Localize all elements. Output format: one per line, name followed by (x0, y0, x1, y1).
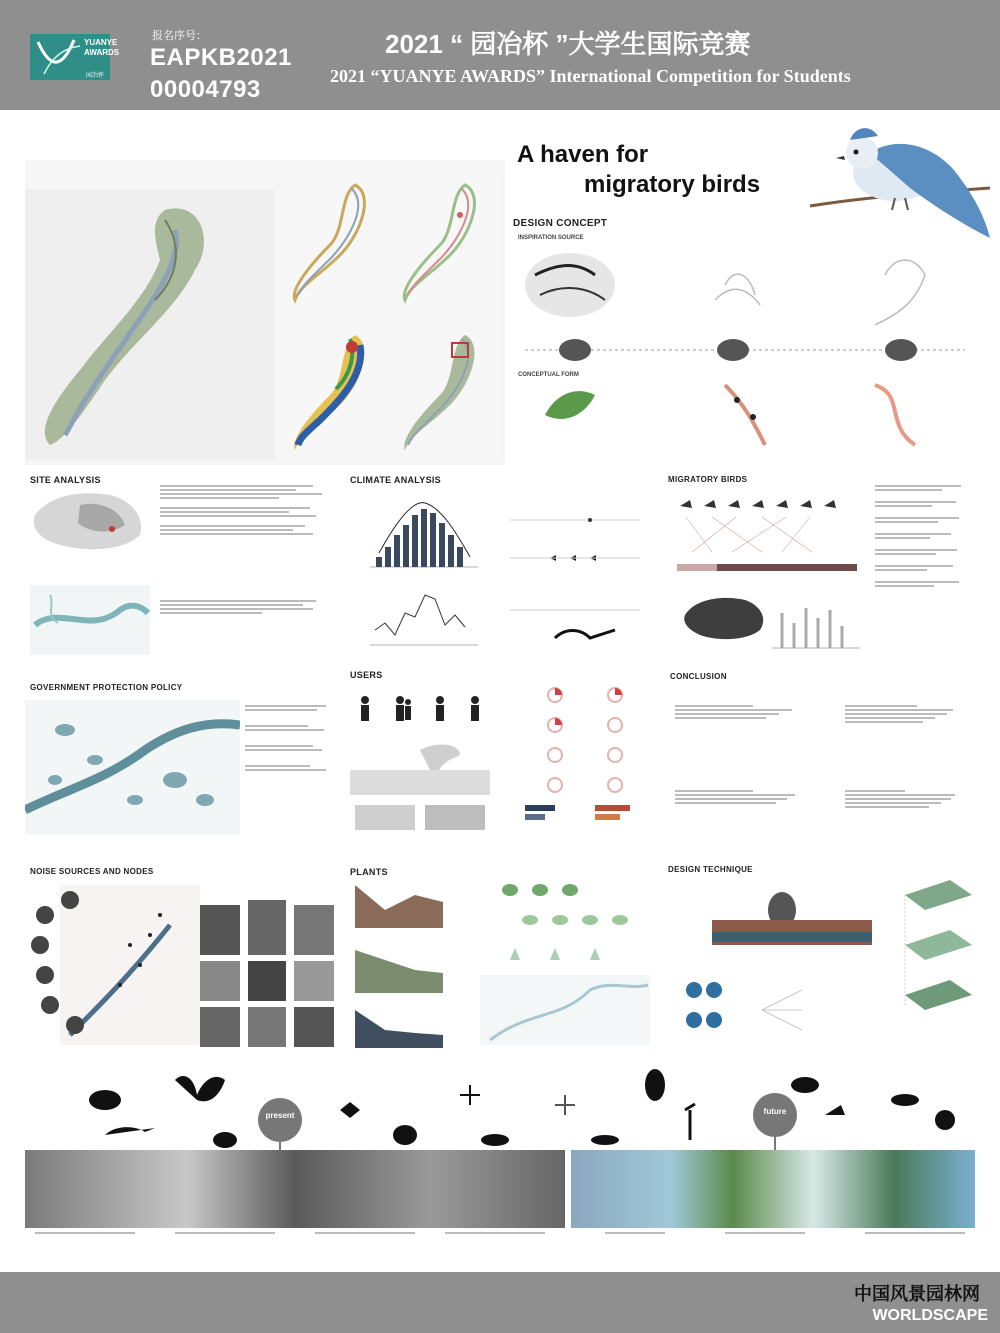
site-analysis-text (160, 485, 330, 537)
analysis-plan-grid (280, 175, 500, 460)
present-photo-strip (25, 1150, 565, 1228)
title-en: 2021 “YUANYE AWARDS” International Competition for Students (330, 66, 851, 86)
design-concept-diagram (515, 245, 975, 455)
site-analysis-text-2 (160, 600, 330, 616)
conceptual-form-subtitle: CONCEPTUAL FORM (518, 372, 579, 378)
china-migration-map (680, 590, 770, 645)
footer-logo-cn: 中国风景园林网 (854, 1284, 980, 1305)
photo-captions (25, 1232, 975, 1236)
footer-logo-en: WORLDSCAPE (872, 1307, 988, 1324)
policy-text (245, 705, 335, 773)
registration-number-1: EAPKB2021 (150, 44, 292, 71)
plants-area-chart-2 (355, 945, 445, 995)
registration-number-2: 00004793 (150, 76, 261, 103)
design-technique-title: DESIGN TECHNIQUE (668, 865, 753, 874)
blue-jay-illustration (800, 118, 1000, 258)
migration-time-chart (772, 598, 862, 653)
noise-map (30, 885, 200, 1045)
conclusion-weaknesses (845, 705, 965, 725)
plants-area-chart-1 (355, 880, 445, 930)
design-concept-title: DESIGN CONCEPT (513, 218, 608, 229)
plants-diagram (470, 870, 655, 1050)
policy-map (25, 700, 240, 835)
users-diagram (350, 690, 500, 840)
registration-label: 报名序号： (152, 30, 207, 42)
government-policy-title: GOVERNMENT PROTECTION POLICY (30, 683, 183, 692)
migratory-birds-table (875, 485, 970, 589)
conclusion-threats (845, 790, 965, 810)
footer-bar (0, 1272, 1000, 1333)
present-label: present (265, 1111, 295, 1120)
noise-photos (200, 895, 335, 1050)
species-silhouettes (25, 1060, 975, 1150)
climate-analysis-title: CLIMATE ANALYSIS (350, 475, 441, 485)
headline-line-1: A haven for (517, 141, 649, 168)
site-analysis-title: SITE ANALYSIS (30, 475, 101, 485)
logo-cn: 园冶杯 (86, 73, 105, 79)
headline-line-2: migratory birds (584, 171, 761, 198)
master-plan-map (25, 190, 275, 460)
logo-text: YUANYE AWARDS (84, 38, 120, 57)
layered-landscape (900, 875, 975, 1040)
conclusion-title: CONCLUSION (670, 672, 727, 681)
design-technique-diagram (672, 880, 902, 1050)
climate-bird-diagram (500, 500, 650, 650)
migratory-birds-diagram (672, 492, 862, 572)
conclusion-strengths (675, 705, 805, 721)
plants-title: PLANTS (350, 867, 388, 877)
activity-frequency-chart (500, 680, 650, 860)
migratory-birds-title: MIGRATORY BIRDS (668, 475, 748, 484)
inspiration-subtitle: INSPIRATION SOURCE (518, 235, 584, 241)
users-title: USERS (350, 670, 383, 680)
future-label: future (763, 1107, 787, 1116)
city-river-map (30, 585, 150, 655)
header-bar (0, 0, 1000, 110)
title-cn: 2021 “ 园冶杯 ”大学生国际竞赛 (385, 29, 751, 59)
conclusion-opportunities (675, 790, 805, 806)
noise-title: NOISE SOURCES AND NODES (30, 867, 154, 876)
china-location-map (30, 485, 150, 555)
plants-area-chart-3 (355, 1005, 445, 1050)
climate-line-chart (370, 585, 480, 650)
climate-bar-chart (370, 495, 480, 575)
future-photo-strip (571, 1150, 975, 1228)
